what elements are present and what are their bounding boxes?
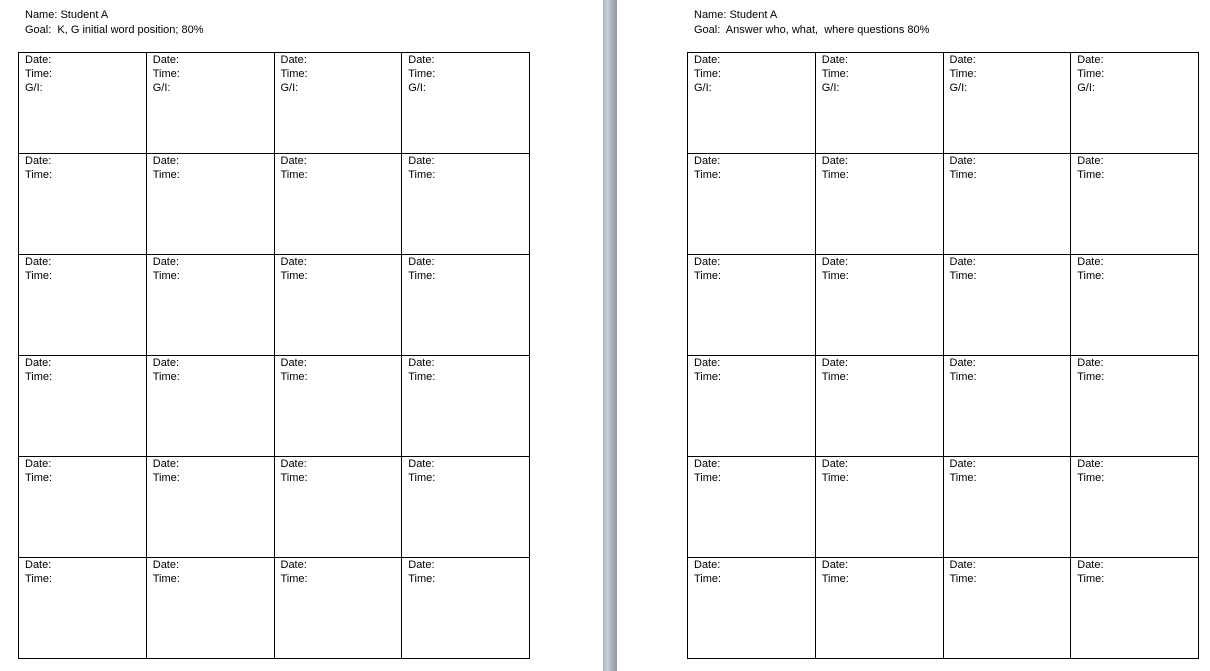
cell-label-gi: G/I:: [408, 82, 426, 94]
cell-label-time: Time:: [949, 68, 977, 80]
cell-label-date: Date:: [408, 54, 435, 66]
cell-label-time: Time:: [152, 68, 180, 80]
session-cell: [274, 457, 402, 558]
cell-label-date: Date:: [949, 155, 976, 167]
cell-label-date: Date:: [408, 458, 435, 470]
cell-label-time: Time:: [408, 371, 436, 383]
page-gutter: [603, 0, 617, 671]
session-cell: [274, 255, 402, 356]
cell-label-time: Time:: [821, 573, 849, 585]
session-cell: [1071, 457, 1199, 558]
session-cell: [402, 356, 530, 457]
cell-label-date: Date:: [152, 256, 180, 268]
student-name: Name: Student A: [694, 9, 778, 21]
grid-row: [19, 558, 530, 659]
session-cell: [402, 457, 530, 558]
cell-label-time: Time:: [152, 472, 180, 484]
cell-label-time: Time:: [1077, 472, 1105, 484]
session-cell: [402, 53, 530, 154]
cell-label-date: Date:: [25, 458, 52, 470]
cell-label-time: Time:: [152, 371, 180, 383]
cell-label-date: Date:: [821, 256, 849, 268]
cell-label-date: Date:: [280, 54, 307, 66]
session-cell: [943, 558, 1071, 659]
cell-label-date: Date:: [949, 54, 976, 66]
session-cell: [688, 558, 816, 659]
cell-label-time: Time:: [694, 472, 722, 484]
cell-label-time: Time:: [280, 169, 308, 181]
cell-label-time: Time:: [1077, 371, 1105, 383]
cell-label-gi: G/I:: [1077, 82, 1095, 94]
cell-label-time: Time:: [821, 270, 849, 282]
cell-label-time: Time:: [694, 371, 722, 383]
session-cell: [19, 457, 147, 558]
cell-label-date: Date:: [821, 155, 849, 167]
cell-label-time: Time:: [408, 270, 436, 282]
cell-label-date: Date:: [1077, 155, 1104, 167]
grid-row: [688, 154, 1199, 255]
session-cell: [943, 255, 1071, 356]
cell-label-time: Time:: [408, 472, 436, 484]
session-cell: [146, 558, 274, 659]
cell-label-date: Date:: [1077, 357, 1104, 369]
grid-row: [688, 255, 1199, 356]
cell-label-date: Date:: [408, 256, 435, 268]
session-cell: [402, 255, 530, 356]
goal-text: Goal: K, G initial word position; 80%: [25, 24, 204, 36]
cell-label-date: Date:: [152, 357, 180, 369]
session-cell: [815, 457, 943, 558]
session-cell: [1071, 558, 1199, 659]
cell-label-time: Time:: [949, 270, 977, 282]
session-cell: [402, 558, 530, 659]
cell-label-time: Time:: [408, 573, 436, 585]
grid-row: [19, 53, 530, 154]
session-cell: [943, 457, 1071, 558]
session-cell: [402, 154, 530, 255]
session-cell: [146, 356, 274, 457]
grid-row: [688, 356, 1199, 457]
cell-label-date: Date:: [408, 155, 435, 167]
session-cell: [943, 53, 1071, 154]
cell-label-date: Date:: [694, 458, 721, 470]
session-cell: [1071, 154, 1199, 255]
cell-label-time: Time:: [152, 169, 180, 181]
session-cell: [19, 255, 147, 356]
cell-label-date: Date:: [152, 458, 180, 470]
cell-label-time: Time:: [821, 472, 849, 484]
cell-label-date: Date:: [280, 458, 307, 470]
session-cell: [943, 356, 1071, 457]
session-cell: [274, 356, 402, 457]
cell-label-time: Time:: [280, 573, 308, 585]
cell-label-time: Time:: [408, 169, 436, 181]
cell-label-gi: G/I:: [949, 82, 968, 94]
cell-label-time: Time:: [25, 472, 53, 484]
cell-label-time: Time:: [152, 573, 180, 585]
session-cell: [146, 154, 274, 255]
cell-label-time: Time:: [694, 573, 722, 585]
session-cell: [815, 356, 943, 457]
session-cell: [19, 53, 147, 154]
cell-label-date: Date:: [280, 256, 307, 268]
cell-label-date: Date:: [152, 155, 180, 167]
cell-label-time: Time:: [949, 573, 977, 585]
session-cell: [1071, 356, 1199, 457]
cell-label-date: Date:: [821, 357, 849, 369]
grid-row: [19, 457, 530, 558]
cell-label-date: Date:: [408, 559, 435, 571]
cell-label-time: Time:: [1077, 68, 1105, 80]
grid-row: [688, 53, 1199, 154]
cell-label-date: Date:: [25, 155, 52, 167]
session-cell: [688, 457, 816, 558]
cell-label-time: Time:: [694, 169, 722, 181]
cell-label-date: Date:: [949, 458, 976, 470]
cell-label-time: Time:: [280, 68, 308, 80]
session-cell: [688, 154, 816, 255]
data-grid-body: [19, 53, 530, 659]
session-cell: [815, 53, 943, 154]
cell-label-time: Time:: [280, 270, 308, 282]
session-cell: [19, 154, 147, 255]
cell-label-date: Date:: [25, 54, 52, 66]
cell-label-time: Time:: [1077, 270, 1105, 282]
cell-label-date: Date:: [152, 559, 180, 571]
session-cell: [146, 53, 274, 154]
session-cell: [146, 255, 274, 356]
session-cell: [943, 154, 1071, 255]
cell-label-time: Time:: [694, 270, 722, 282]
cell-label-time: Time:: [821, 169, 849, 181]
cell-label-time: Time:: [1077, 169, 1105, 181]
cell-label-date: Date:: [694, 256, 721, 268]
data-grid-body: [688, 53, 1199, 659]
cell-label-date: Date:: [821, 458, 849, 470]
cell-label-time: Time:: [408, 68, 436, 80]
data-grid: [18, 52, 530, 659]
grid-row: [19, 255, 530, 356]
data-sheet-page-right: [617, 0, 1210, 671]
cell-label-time: Time:: [25, 573, 53, 585]
session-cell: [19, 356, 147, 457]
cell-label-time: Time:: [694, 68, 722, 80]
grid-row: [688, 558, 1199, 659]
session-cell: [815, 255, 943, 356]
cell-label-date: Date:: [1077, 559, 1104, 571]
session-cell: [1071, 255, 1199, 356]
cell-label-date: Date:: [821, 54, 849, 66]
session-cell: [19, 558, 147, 659]
data-grid: [687, 52, 1199, 659]
session-cell: [815, 154, 943, 255]
grid-row: [19, 154, 530, 255]
cell-label-date: Date:: [694, 357, 721, 369]
session-cell: [688, 255, 816, 356]
student-name: Name: Student A: [25, 9, 109, 21]
session-cell: [146, 457, 274, 558]
cell-label-date: Date:: [694, 155, 721, 167]
cell-label-time: Time:: [1077, 573, 1105, 585]
session-cell: [688, 53, 816, 154]
cell-label-time: Time:: [949, 371, 977, 383]
cell-label-date: Date:: [1077, 54, 1104, 66]
cell-label-date: Date:: [408, 357, 435, 369]
cell-label-time: Time:: [25, 371, 53, 383]
cell-label-date: Date:: [152, 54, 180, 66]
cell-label-date: Date:: [949, 357, 976, 369]
cell-label-date: Date:: [694, 559, 721, 571]
cell-label-gi: G/I:: [694, 82, 712, 94]
cell-label-time: Time:: [25, 270, 53, 282]
session-cell: [688, 356, 816, 457]
cell-label-date: Date:: [280, 155, 307, 167]
cell-label-time: Time:: [152, 270, 180, 282]
data-sheet-page-left: [0, 0, 603, 671]
session-cell: [274, 53, 402, 154]
cell-label-gi: G/I:: [821, 82, 840, 94]
session-cell: [1071, 53, 1199, 154]
cell-label-date: Date:: [1077, 256, 1104, 268]
cell-label-date: Date:: [25, 559, 52, 571]
session-cell: [815, 558, 943, 659]
cell-label-time: Time:: [821, 371, 849, 383]
goal-text: Goal: Answer who, what, where questions 80%: [694, 24, 930, 36]
session-cell: [274, 154, 402, 255]
cell-label-date: Date:: [949, 559, 976, 571]
grid-row: [688, 457, 1199, 558]
cell-label-gi: G/I:: [152, 82, 171, 94]
cell-label-date: Date:: [280, 357, 307, 369]
grid-row: [19, 356, 530, 457]
cell-label-time: Time:: [949, 169, 977, 181]
cell-label-date: Date:: [694, 54, 721, 66]
cell-label-date: Date:: [821, 559, 849, 571]
cell-label-time: Time:: [280, 371, 308, 383]
cell-label-time: Time:: [25, 68, 53, 80]
cell-label-date: Date:: [1077, 458, 1104, 470]
cell-label-time: Time:: [25, 169, 53, 181]
cell-label-gi: G/I:: [25, 82, 43, 94]
cell-label-time: Time:: [821, 68, 849, 80]
cell-label-gi: G/I:: [280, 82, 299, 94]
cell-label-time: Time:: [280, 472, 308, 484]
cell-label-date: Date:: [280, 559, 307, 571]
cell-label-date: Date:: [25, 256, 52, 268]
session-cell: [274, 558, 402, 659]
cell-label-time: Time:: [949, 472, 977, 484]
cell-label-date: Date:: [25, 357, 52, 369]
cell-label-date: Date:: [949, 256, 976, 268]
